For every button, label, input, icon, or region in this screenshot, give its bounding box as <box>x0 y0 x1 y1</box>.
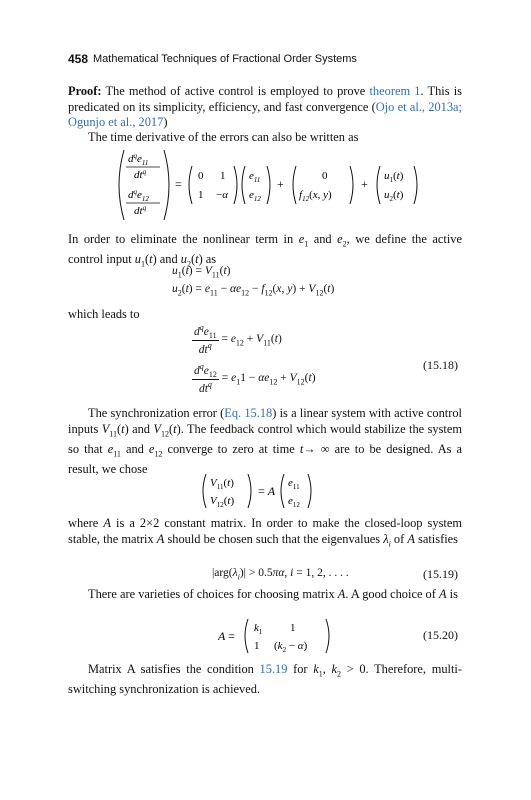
equation-number-15-19: (15.19) <box>423 567 458 581</box>
svg-text:dtq: $dt^q$ <box>134 168 147 181</box>
condition-15-19-link[interactable]: 15.19 <box>259 662 288 676</box>
svg-text:f12(x, y): $f_{12}(x$, y) <box>299 189 332 203</box>
theorem-link[interactable]: theorem 1 <box>369 84 421 98</box>
eq-15-18-link[interactable]: Eq. 15.18 <box>224 406 273 420</box>
svg-text:A =: A = <box>218 629 235 643</box>
svg-text:1: 1 <box>198 189 204 201</box>
svg-text:dtq: $dt^q$ <box>134 204 147 217</box>
paragraph-control-intro: In order to eliminate the nonlinear term in $e_1$ and $e_2$, we define the active control input $u_1(t)$ and $u_2(t)$ as <box>68 232 462 269</box>
svg-text:(k2 − α): $(k_2 - \alpha)$ <box>274 640 308 654</box>
svg-text:1: 1 <box>254 640 260 652</box>
svg-text:1: 1 <box>220 170 226 182</box>
equation-15-20 <box>218 617 348 655</box>
svg-text:0: 0 <box>322 170 328 182</box>
page-number: 458 <box>68 52 89 66</box>
equation-15-18-line2: $\frac{d^qe_{12}}{dt^q}$ = $e_11 - \alpha e_{12} + V_{12}(t)$ <box>194 362 316 395</box>
svg-text:e11: $e_{11}$ <box>288 477 300 491</box>
control-equation-u1: $u_1(t) = V_{11}(t)$ <box>172 265 231 280</box>
svg-text:e12: $e_{12}$ <box>249 189 261 203</box>
svg-text:−α: −α <box>216 189 228 201</box>
svg-text:V12(t): $V_{12}(t)$ <box>210 495 235 509</box>
equation-15-19: $|arg(\lambda_i)| > 0.5\pi\alpha$, i = 1, 2, . . . . <box>212 567 349 582</box>
svg-text:k1: $k_1$ <box>254 622 263 636</box>
running-title: Mathematical Techniques of Fractional Order Systems <box>93 53 357 65</box>
svg-text:= A: = A <box>258 484 276 498</box>
proof-paragraph: Proof: The method of active control is employed to prove theorem 1. This is predicated on its simplicity, efficiency, and fast convergence (Ojo et al., 2013a; Ogunjo et al., 2017) <box>68 84 462 130</box>
svg-text:dqe12: $d^qe_{12}$ <box>128 188 149 203</box>
svg-text:u2(t): $u_2(t)$ <box>384 189 404 203</box>
paragraph-leads-to: which leads to <box>68 307 140 321</box>
proof-label: Proof: <box>68 84 102 98</box>
error-dynamics-equation <box>112 148 452 222</box>
paragraph-choice: There are varieties of choices for choosing matrix A. A good choice of A is <box>88 587 458 601</box>
svg-text:+: + <box>361 177 368 191</box>
equation-15-18-line1: $\frac{d^qe_{11}}{dt^q}$ = $e_{12} + V_{11}(t)$ <box>194 323 282 356</box>
paragraph-synchronization-error: The synchronization error (Eq. 15.18) is a linear system with active control inputs $V_{11}(t)$ and $V_{12}(t)$. The feedback control which would stabilize the system so that $e_{11}$ and $e_{12}$ converge to zero at time t→ ∞ are to be designed. As a result, we chose <box>68 406 463 476</box>
svg-text:u1(t): $u_1(t)$ <box>384 170 404 184</box>
equation-number-15-18: (15.18) <box>423 358 458 372</box>
svg-text:dqe11: $d^qe_{11}$ <box>128 152 149 167</box>
svg-text:=: = <box>175 177 182 191</box>
paragraph-conclusion: Matrix A satisfies the condition 15.19 for $k_1$, $k_2 > 0$. Therefore, multi-switching synchronization is achieved. <box>68 662 462 697</box>
svg-text:1: 1 <box>290 622 296 634</box>
svg-text:e11: $e_{11}$ <box>249 170 261 184</box>
feedback-equation <box>200 472 340 510</box>
citation-link[interactable]: Ojo et al., 2013a; Ogunjo et al., 2017 <box>68 99 462 130</box>
equation-number-15-20: (15.20) <box>423 628 458 642</box>
control-equation-u2: $u_2(t) = e_{11} - \alpha e_{12} - f_{12}(x$, $y) + V_{12}(t)$ <box>172 283 335 298</box>
svg-text:0: 0 <box>198 170 204 182</box>
svg-text:e12: $e_{12}$ <box>288 495 300 509</box>
paragraph-errors-intro: The time derivative of the errors can also be written as <box>88 130 359 144</box>
svg-text:V11(t): $V_{11}(t)$ <box>210 477 234 491</box>
svg-text:+: + <box>277 177 284 191</box>
paragraph-matrix-A: where A is a 2×2 constant matrix. In order to make the closed-loop system stable, the matrix A should be chosen such that the eigenvalues $\lambda_i$ of A satisfies <box>68 516 462 549</box>
